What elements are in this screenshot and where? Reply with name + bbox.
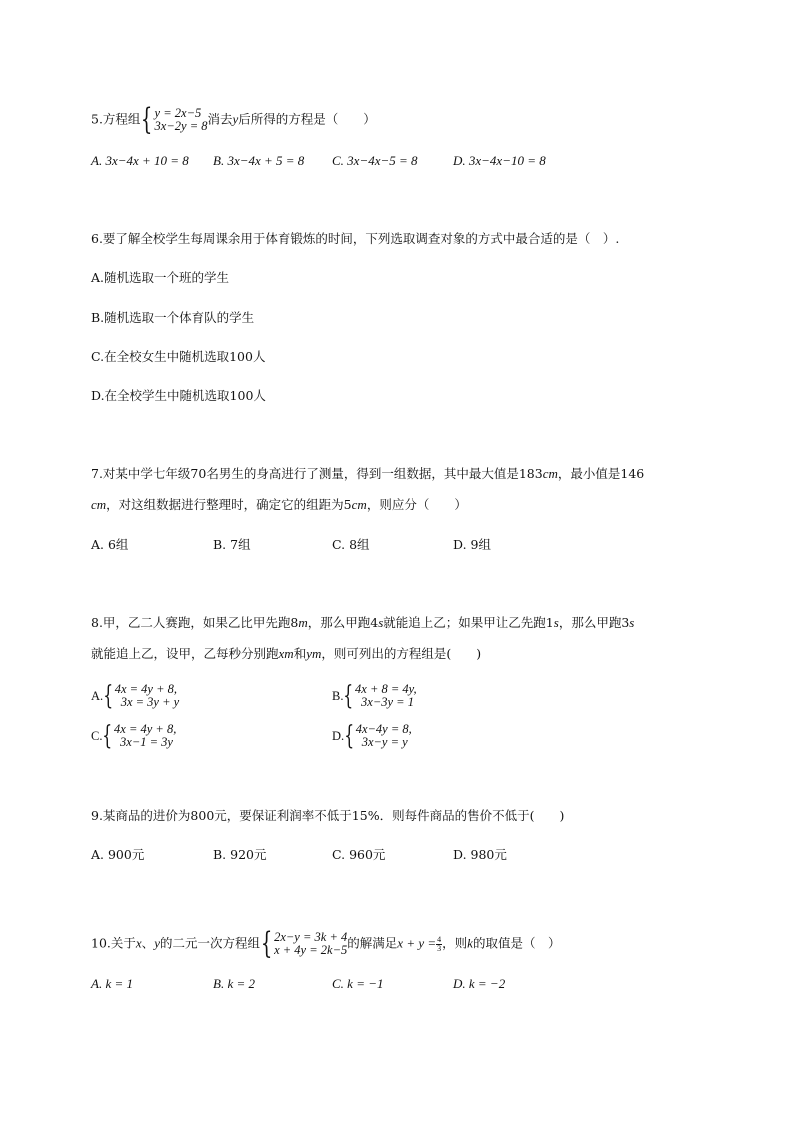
q8-option-c-eq1: 4x = 4y + 8, bbox=[114, 722, 177, 736]
q8-option-c-label: C. bbox=[91, 729, 103, 743]
question-7-line-1 bbox=[91, 466, 644, 482]
q8-xm: xm bbox=[278, 646, 294, 661]
q5-equation-system bbox=[140, 102, 208, 137]
q5-var: y bbox=[232, 111, 239, 127]
q8-text-1: 8.甲，乙二人赛跑，如果乙比甲先跑8 bbox=[91, 615, 299, 630]
q8-text-6: 和 bbox=[293, 646, 307, 661]
q9-option-d[interactable]: D. 980元 bbox=[453, 847, 507, 862]
q8-unit-s: s bbox=[378, 615, 384, 630]
q7-unit-2: cm bbox=[91, 497, 107, 512]
q8-text-3: 就能追上乙；如果甲让乙先跑1 bbox=[383, 615, 554, 630]
q6-option-d[interactable]: D.在全校学生中随机选取100人 bbox=[91, 388, 266, 403]
q5-eq2: 3x−2y = 8 bbox=[154, 119, 208, 133]
q8-text-5: 就能追上乙，设甲，乙每秒分别跑 bbox=[91, 646, 279, 661]
q7-option-d[interactable]: D. 9组 bbox=[453, 537, 491, 552]
q9-option-c[interactable]: C. 960元 bbox=[332, 847, 386, 862]
q8-unit-s-2: s bbox=[553, 615, 559, 630]
question-5-stem bbox=[91, 102, 376, 137]
q8-option-d-eq1: 4x−4y = 8, bbox=[355, 722, 412, 736]
q7-option-c[interactable]: C. 8组 bbox=[332, 537, 370, 552]
q10-mid2: 的解满足 bbox=[347, 935, 398, 951]
q8-option-d[interactable] bbox=[332, 723, 412, 749]
q10-mid: 的二元一次方程组 bbox=[159, 935, 260, 951]
question-8-line-2 bbox=[91, 646, 481, 662]
q8-ym: ym bbox=[306, 646, 322, 661]
q8-option-d-label: D. bbox=[332, 729, 345, 743]
q9-option-b[interactable]: B. 920元 bbox=[213, 847, 267, 862]
q10-option-a[interactable]: A. k = 1 bbox=[91, 976, 133, 991]
q7-unit: cm bbox=[542, 466, 558, 481]
q5-option-a[interactable]: A. 3x−4x + 10 = 8 bbox=[91, 153, 189, 168]
q6-option-c[interactable]: C.在全校女生中随机选取100人 bbox=[91, 349, 266, 364]
q8-option-d-eq2: 3x−y = y bbox=[361, 735, 408, 749]
q8-option-a-brace: { bbox=[103, 681, 114, 711]
q8-option-d-brace: { bbox=[344, 721, 355, 751]
q10-brace: { bbox=[260, 926, 273, 961]
q8-option-c[interactable] bbox=[91, 723, 176, 749]
question-10-stem bbox=[91, 926, 561, 961]
q10-fraction-num: 4 bbox=[437, 934, 442, 944]
q7-text-2: ，最小值是146 bbox=[557, 466, 645, 481]
q8-option-a-eq2: 3x = 3y + y bbox=[120, 695, 180, 709]
question-8-line-1 bbox=[91, 615, 634, 631]
q5-brace: { bbox=[141, 102, 153, 137]
q10-k: k bbox=[467, 935, 473, 951]
q8-text-7: ，则可列出的方程组是( ) bbox=[321, 646, 482, 661]
q6-option-a[interactable]: A.随机选取一个班的学生 bbox=[91, 270, 230, 285]
q7-unit-3: cm bbox=[351, 497, 367, 512]
q7-text-3: ，对这组数据进行整理时，确定它的组距为5 bbox=[106, 497, 352, 512]
q8-option-c-brace: { bbox=[102, 721, 113, 751]
q10-post2: 的取值是（ ） bbox=[472, 935, 561, 951]
question-7-line-2 bbox=[91, 497, 467, 513]
q9-option-a[interactable]: A. 900元 bbox=[91, 847, 145, 862]
q8-text-4: ，那么甲跑3 bbox=[558, 615, 630, 630]
q8-option-b-brace: { bbox=[343, 681, 354, 711]
q7-option-a[interactable]: A. 6组 bbox=[91, 537, 129, 552]
q7-text-4: ，则应分（ ） bbox=[366, 497, 467, 512]
q5-option-d[interactable]: D. 3x−4x−10 = 8 bbox=[453, 153, 546, 168]
question-9-stem: 9.某商品的进价为800元，要保证利润率不低于15%．则每件商品的售价不低于( ) bbox=[91, 808, 565, 823]
q10-eq1: 2x−y = 3k + 4 bbox=[274, 930, 348, 944]
q7-option-b[interactable]: B. 7组 bbox=[213, 537, 251, 552]
q10-fraction-den: 3 bbox=[437, 943, 442, 953]
q5-option-c[interactable]: C. 3x−4x−5 = 8 bbox=[332, 153, 418, 168]
q8-option-b-eq2: 3x−3y = 1 bbox=[361, 695, 414, 709]
q5-prefix: 5.方程组 bbox=[91, 111, 141, 127]
q6-option-b[interactable]: B.随机选取一个体育队的学生 bbox=[91, 310, 255, 325]
q5-suffix: 后所得的方程是（ ） bbox=[238, 111, 376, 127]
q5-eq1: y = 2x−5 bbox=[154, 106, 202, 120]
question-6-stem: 6.要了解全校学生每周课余用于体育锻炼的时间，下列选取调查对象的方式中最合适的是（ ）. bbox=[91, 231, 620, 246]
q10-pre: 10.关于 bbox=[91, 935, 136, 951]
q10-option-b[interactable]: B. k = 2 bbox=[213, 976, 255, 991]
q8-option-c-eq2: 3x−1 = 3y bbox=[120, 735, 173, 749]
q10-condition: x + y = bbox=[397, 935, 437, 951]
q8-option-a-eq1: 4x = 4y + 8, bbox=[114, 682, 178, 696]
q10-option-c[interactable]: C. k = −1 bbox=[332, 976, 384, 991]
q10-eq2: x + 4y = 2k−5 bbox=[274, 943, 348, 957]
q10-option-d[interactable]: D. k = −2 bbox=[453, 976, 506, 991]
q8-text-2: ，那么甲跑4 bbox=[307, 615, 379, 630]
q8-unit-s-3: s bbox=[629, 615, 635, 630]
q8-option-a-label: A. bbox=[91, 689, 104, 703]
q8-option-b-label: B. bbox=[332, 689, 344, 703]
q8-option-b[interactable] bbox=[332, 683, 417, 709]
q10-sep: 、 bbox=[141, 935, 155, 951]
q8-option-b-eq1: 4x + 8 = 4y, bbox=[355, 682, 417, 696]
q10-equation-system bbox=[260, 926, 348, 961]
q8-option-a[interactable] bbox=[91, 683, 179, 709]
q7-text-1: 7.对某中学七年级70名男生的身高进行了测量，得到一组数据，其中最大值是183 bbox=[91, 466, 543, 481]
q10-post1: ，则 bbox=[442, 935, 468, 951]
q5-mid: 消去 bbox=[207, 111, 233, 127]
q8-unit-m: m bbox=[298, 615, 308, 630]
q10-x: x bbox=[135, 935, 142, 951]
q10-y: y bbox=[154, 935, 160, 951]
q5-option-b[interactable]: B. 3x−4x + 5 = 8 bbox=[213, 153, 305, 168]
